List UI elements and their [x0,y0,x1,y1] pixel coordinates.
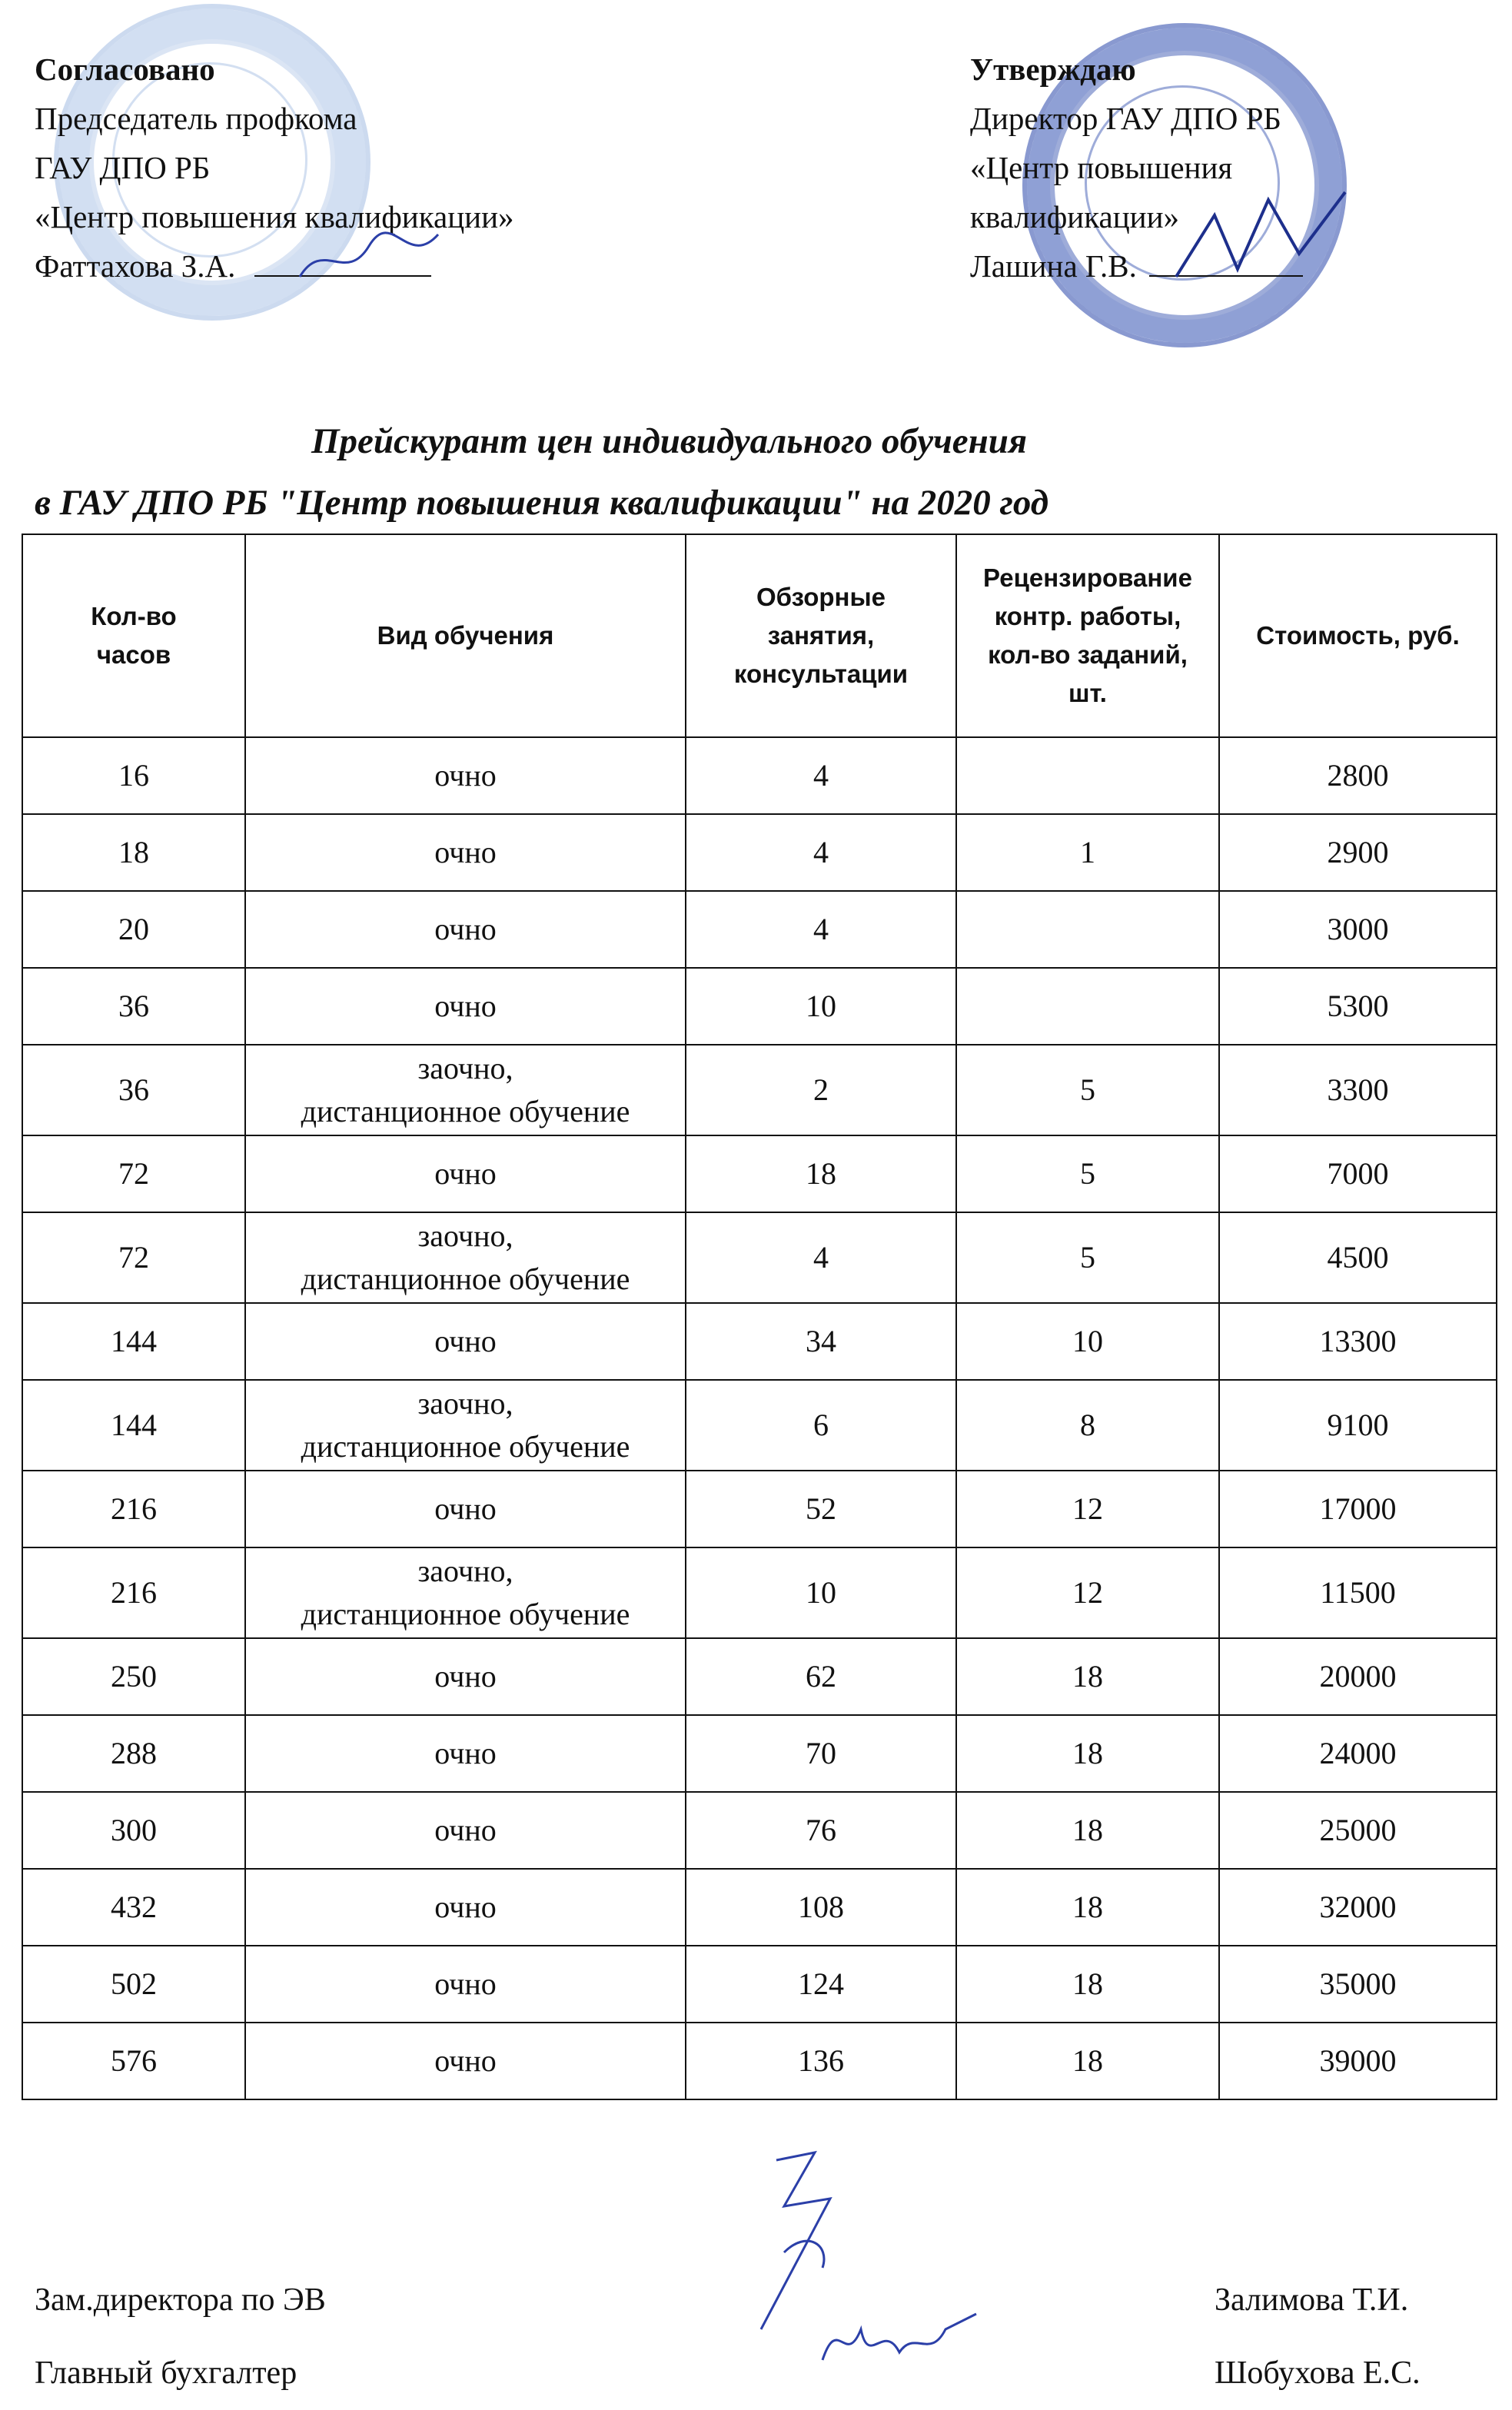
cell-lessons: 76 [686,1792,956,1869]
cell-lessons: 6 [686,1380,956,1471]
training-type-line: очно [434,1736,497,1770]
approved-line-1: Директор ГАУ ДПО РБ [970,101,1281,136]
cell-hours: 144 [22,1303,245,1380]
cell-training-type [245,737,686,814]
cell-lessons: 4 [686,891,956,968]
header-hours-line: Кол-во [91,602,177,630]
cell-cost: 9100 [1219,1380,1497,1471]
cell-lessons: 34 [686,1303,956,1380]
cell-lessons: 52 [686,1471,956,1547]
table-row [22,1869,1497,1946]
header-cost: Стоимость, руб. [1219,534,1497,737]
training-type-line: дистанционное обучение [301,1262,630,1296]
deputy-title: Зам.директора по ЭВ [35,2282,326,2318]
cell-training-type [245,1045,686,1135]
header-lessons-line: консультации [733,660,909,688]
cell-training-type [245,1946,686,2023]
cell-hours: 216 [22,1547,245,1638]
cell-lessons: 10 [686,968,956,1045]
header-review-line: Рецензирование [983,563,1192,592]
cell-hours: 16 [22,737,245,814]
cell-hours: 72 [22,1135,245,1212]
table-row [22,1212,1497,1303]
table-row [22,1045,1497,1135]
table-row [22,1135,1497,1212]
agreed-signer: Фаттахова З.А. [35,248,236,284]
header-review-line: контр. работы, [994,602,1181,630]
price-table [22,534,1497,2100]
cell-review: 18 [956,2023,1219,2099]
header-lessons-line: занятия, [767,621,875,650]
cell-review: 5 [956,1135,1219,1212]
training-type-line: очно [434,1966,497,2001]
cell-training-type [245,814,686,891]
cell-cost: 20000 [1219,1638,1497,1715]
approved-line-3: квалификации» [970,199,1180,234]
cell-review: 10 [956,1303,1219,1380]
cell-lessons: 4 [686,814,956,891]
cell-review: 18 [956,1638,1219,1715]
header-hours-line: часов [96,640,171,669]
accountant-name: Шобухова Е.С. [1215,2355,1421,2391]
cell-review: 18 [956,1869,1219,1946]
cell-cost: 3300 [1219,1045,1497,1135]
training-type-line: заочно, [417,1051,513,1085]
cell-review: 18 [956,1715,1219,1792]
cell-training-type [245,1792,686,1869]
agreed-title: Согласовано [35,52,215,87]
agreed-line-2: ГАУ ДПО РБ [35,150,211,185]
table-row [22,2023,1497,2099]
table-row [22,968,1497,1045]
cell-cost: 39000 [1219,2023,1497,2099]
cell-cost: 11500 [1219,1547,1497,1638]
training-type-line: очно [434,2043,497,2078]
cell-training-type [245,2023,686,2099]
document-title-line-1: Прейскурант цен индивидуального обучения [311,421,1028,461]
training-type-line: очно [434,1890,497,1924]
cell-review: 12 [956,1547,1219,1638]
cell-training-type [245,1715,686,1792]
cell-cost: 25000 [1219,1792,1497,1869]
cell-hours: 300 [22,1792,245,1869]
training-type-line: дистанционное обучение [301,1597,630,1631]
cell-review: 18 [956,1792,1219,1869]
cell-lessons: 70 [686,1715,956,1792]
cell-cost: 2900 [1219,814,1497,891]
deputy-name: Залимова Т.И. [1215,2282,1409,2318]
cell-cost: 5300 [1219,968,1497,1045]
header-hours [22,534,245,737]
training-type-line: заочно, [417,1386,513,1421]
cell-hours: 576 [22,2023,245,2099]
cell-training-type [245,1638,686,1715]
table-row [22,737,1497,814]
training-type-line: очно [434,912,497,946]
cell-cost: 2800 [1219,737,1497,814]
cell-hours: 432 [22,1869,245,1946]
cell-training-type [245,1303,686,1380]
cell-hours: 36 [22,968,245,1045]
cell-lessons: 2 [686,1045,956,1135]
training-type-line: заочно, [417,1554,513,1588]
cell-training-type [245,1547,686,1638]
cell-training-type [245,1135,686,1212]
cell-training-type [245,1212,686,1303]
cell-cost: 7000 [1219,1135,1497,1212]
table-row [22,1303,1497,1380]
cell-review: 18 [956,1946,1219,2023]
cell-hours: 250 [22,1638,245,1715]
training-type-line: дистанционное обучение [301,1429,630,1464]
cell-cost: 13300 [1219,1303,1497,1380]
approved-title: Утверждаю [970,52,1136,87]
table-row [22,1792,1497,1869]
cell-review [956,737,1219,814]
training-type-line: дистанционное обучение [301,1094,630,1129]
training-type-line: очно [434,1156,497,1191]
document-title-line-2: в ГАУ ДПО РБ "Центр повышения квалификации" на 2020 год [35,483,1049,523]
table-row [22,1715,1497,1792]
header-review-line: кол-во заданий, [988,640,1188,669]
table-row [22,1638,1497,1715]
training-type-line: очно [434,758,497,793]
cell-review: 1 [956,814,1219,891]
cell-lessons: 4 [686,1212,956,1303]
training-type-line: очно [434,1813,497,1847]
cell-lessons: 18 [686,1135,956,1212]
table-body [22,737,1497,2099]
cell-review: 8 [956,1380,1219,1471]
cell-training-type [245,1380,686,1471]
cell-lessons: 108 [686,1869,956,1946]
training-type-line: заочно, [417,1218,513,1253]
header-lessons [686,534,956,737]
header-review [956,534,1219,737]
cell-cost: 17000 [1219,1471,1497,1547]
cell-hours: 72 [22,1212,245,1303]
approved-signer: Лашина Г.В. [970,248,1137,284]
signature-shobukhova [815,2299,992,2383]
cell-review: 5 [956,1212,1219,1303]
cell-lessons: 124 [686,1946,956,2023]
cell-training-type [245,1869,686,1946]
cell-review: 5 [956,1045,1219,1135]
cell-review: 12 [956,1471,1219,1547]
header-lessons-line: Обзорные [756,583,886,611]
training-type-line: очно [434,989,497,1023]
cell-lessons: 10 [686,1547,956,1638]
cell-lessons: 62 [686,1638,956,1715]
cell-training-type [245,968,686,1045]
cell-cost: 35000 [1219,1946,1497,2023]
cell-hours: 502 [22,1946,245,2023]
cell-cost: 32000 [1219,1869,1497,1946]
cell-lessons: 4 [686,737,956,814]
cell-review [956,968,1219,1045]
cell-hours: 36 [22,1045,245,1135]
cell-hours: 18 [22,814,245,891]
header-review-line: шт. [1068,679,1107,707]
accountant-title: Главный бухгалтер [35,2355,297,2391]
training-type-line: очно [434,835,497,869]
cell-hours: 20 [22,891,245,968]
signature-fattakhova [292,223,446,292]
table-header-row [22,534,1497,737]
approved-line-2: «Центр повышения [970,150,1233,185]
cell-cost: 4500 [1219,1212,1497,1303]
cell-review [956,891,1219,968]
cell-cost: 24000 [1219,1715,1497,1792]
table-row [22,1547,1497,1638]
cell-training-type [245,1471,686,1547]
cell-hours: 144 [22,1380,245,1471]
table-row [22,814,1497,891]
table-row [22,1471,1497,1547]
training-type-line: очно [434,1491,497,1526]
cell-hours: 288 [22,1715,245,1792]
table-row [22,1380,1497,1471]
cell-training-type [245,891,686,968]
cell-lessons: 136 [686,2023,956,2099]
training-type-line: очно [434,1659,497,1694]
agreed-line-1: Председатель профкома [35,101,357,136]
agreed-line-3: «Центр повышения квалификации» [35,199,514,234]
cell-hours: 216 [22,1471,245,1547]
training-type-line: очно [434,1324,497,1358]
header-training-type: Вид обучения [245,534,686,737]
table-row [22,1946,1497,2023]
table-row [22,891,1497,968]
signature-lashina [1168,184,1353,292]
cell-cost: 3000 [1219,891,1497,968]
